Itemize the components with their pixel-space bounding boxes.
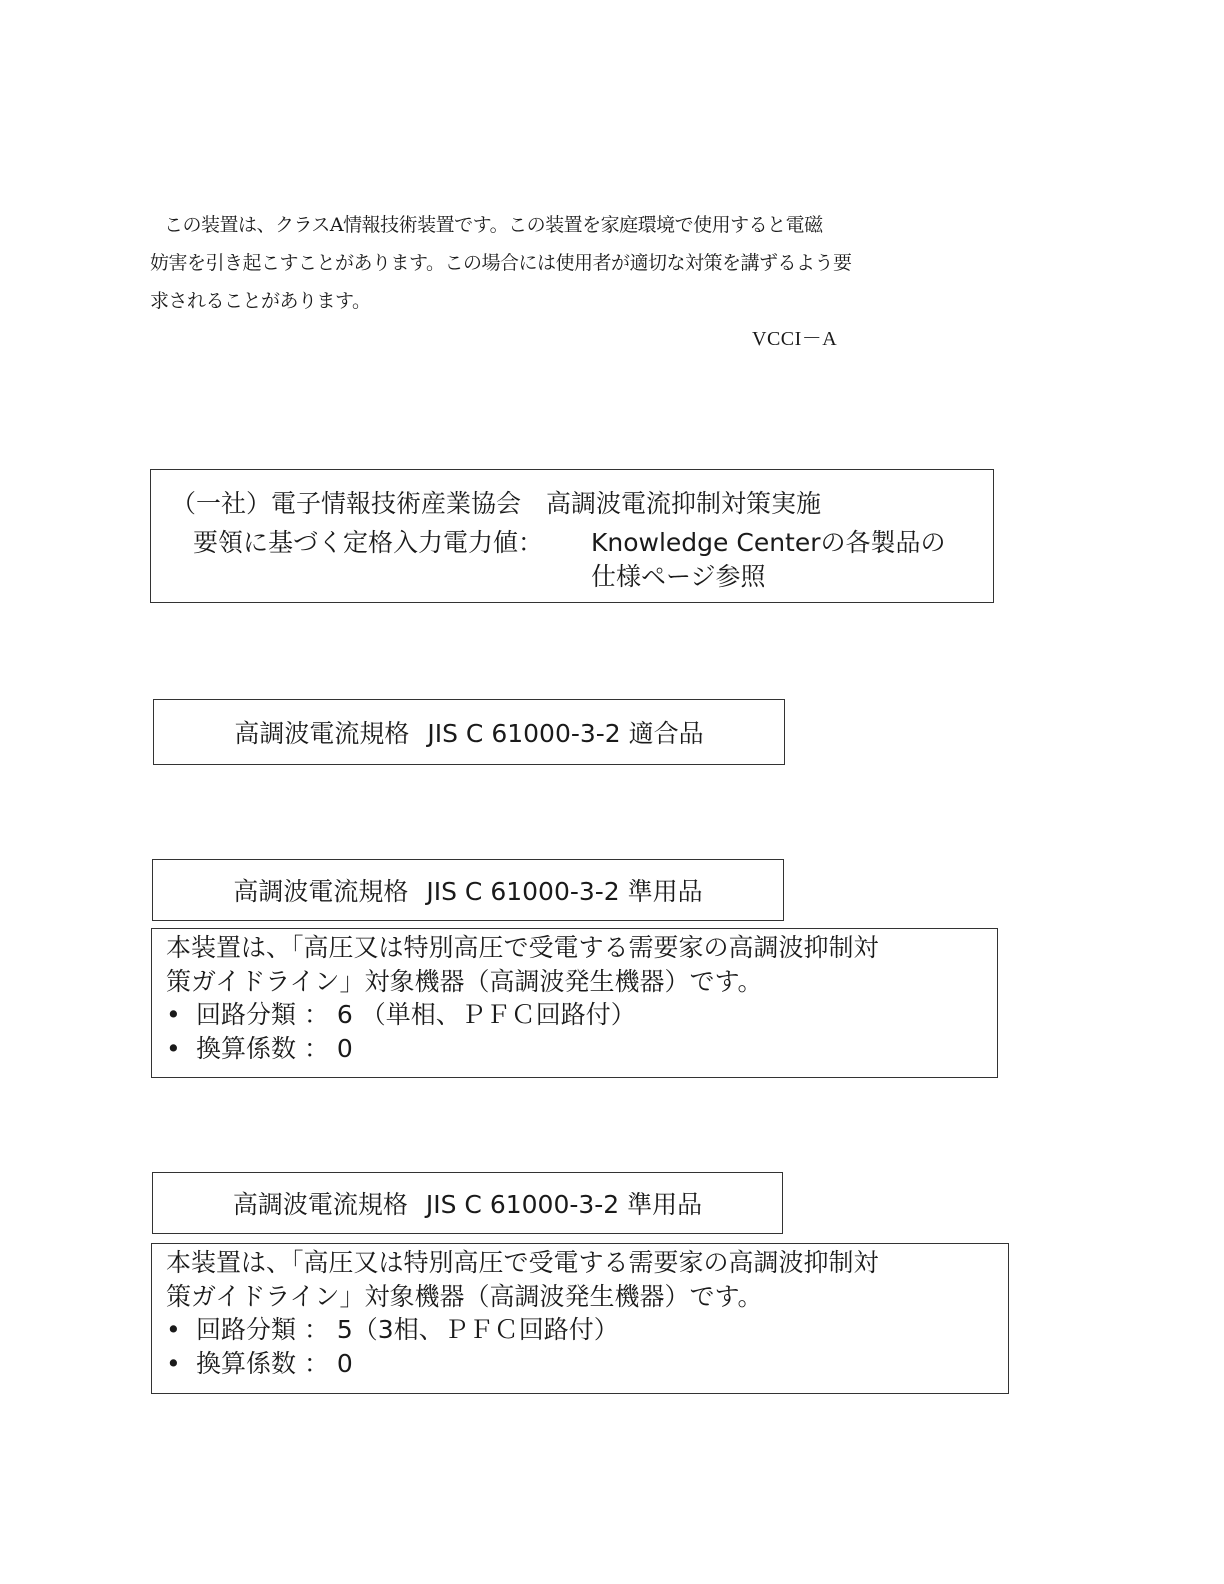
vcci-notice-line-2: 妨害を引き起こすことがあります。この場合には使用者が適切な対策を講ずるよう要	[150, 252, 852, 274]
conversion-factor: 換算係数 ： 0	[196, 1033, 353, 1063]
harmonic-standard-status: JIS C 61000-3-2 準用品	[426, 877, 703, 906]
bullet-icon: •	[166, 1033, 181, 1063]
detail-circuit-item	[166, 1313, 1008, 1347]
vcci-notice-line-1: この装置は、クラスA情報技術装置です。この装置を家庭環境で使用すると電磁	[164, 214, 823, 236]
circuit-classification: 回路分類 ： 5（3相、ＰＦＣ回路付）	[196, 1315, 619, 1344]
conversion-factor: 換算係数 ： 0	[196, 1348, 353, 1378]
harmonic-detail-box-2	[151, 1243, 1009, 1394]
jeita-label: 要領に基づく定格入力電力値：	[193, 528, 544, 557]
harmonic-standard-name: 高調波電流規格	[232, 1190, 408, 1219]
detail-description-line-2: 策ガイドライン」対象機器（高調波発生機器）です。	[166, 1281, 763, 1311]
harmonic-quasi-box-1	[152, 859, 784, 921]
harmonic-quasi-box-2	[152, 1172, 783, 1234]
vcci-mark: VCCI－A	[752, 328, 838, 350]
detail-circuit-item	[166, 998, 997, 1032]
bullet-icon: •	[166, 1000, 181, 1029]
detail-description-line-2: 策ガイドライン」対象機器（高調波発生機器）です。	[166, 966, 763, 996]
harmonic-compliant-box	[153, 699, 785, 765]
jeita-heading: （一社）電子情報技術産業協会 高調波電流抑制対策実施	[171, 489, 822, 518]
harmonic-detail-box-1	[151, 928, 998, 1078]
bullet-icon: •	[166, 1348, 181, 1378]
vcci-notice	[150, 206, 870, 320]
circuit-classification: 回路分類 ： 6 （単相、ＰＦＣ回路付）	[196, 1000, 636, 1029]
jeita-rated-input-box	[150, 469, 994, 603]
detail-description-line-1: 本装置は、「高圧又は特別高圧で受電する需要家の高調波抑制対	[166, 1248, 879, 1277]
jeita-value-line-1: Knowledge Centerの各製品の	[591, 528, 946, 557]
vcci-notice-line-3: 求されることがあります。	[150, 290, 371, 312]
bullet-icon: •	[166, 1315, 181, 1344]
jeita-value-line-2: 仕様ページ参照	[591, 562, 766, 591]
harmonic-standard-status: JIS C 61000-3-2 適合品	[427, 719, 704, 748]
detail-factor-item	[166, 1347, 1008, 1381]
harmonic-standard-name: 高調波電流規格	[233, 877, 409, 906]
harmonic-standard-status: JIS C 61000-3-2 準用品	[425, 1190, 703, 1219]
harmonic-standard-name: 高調波電流規格	[234, 719, 410, 748]
detail-factor-item	[166, 1032, 997, 1066]
detail-description-line-1: 本装置は、「高圧又は特別高圧で受電する需要家の高調波抑制対	[166, 933, 879, 962]
